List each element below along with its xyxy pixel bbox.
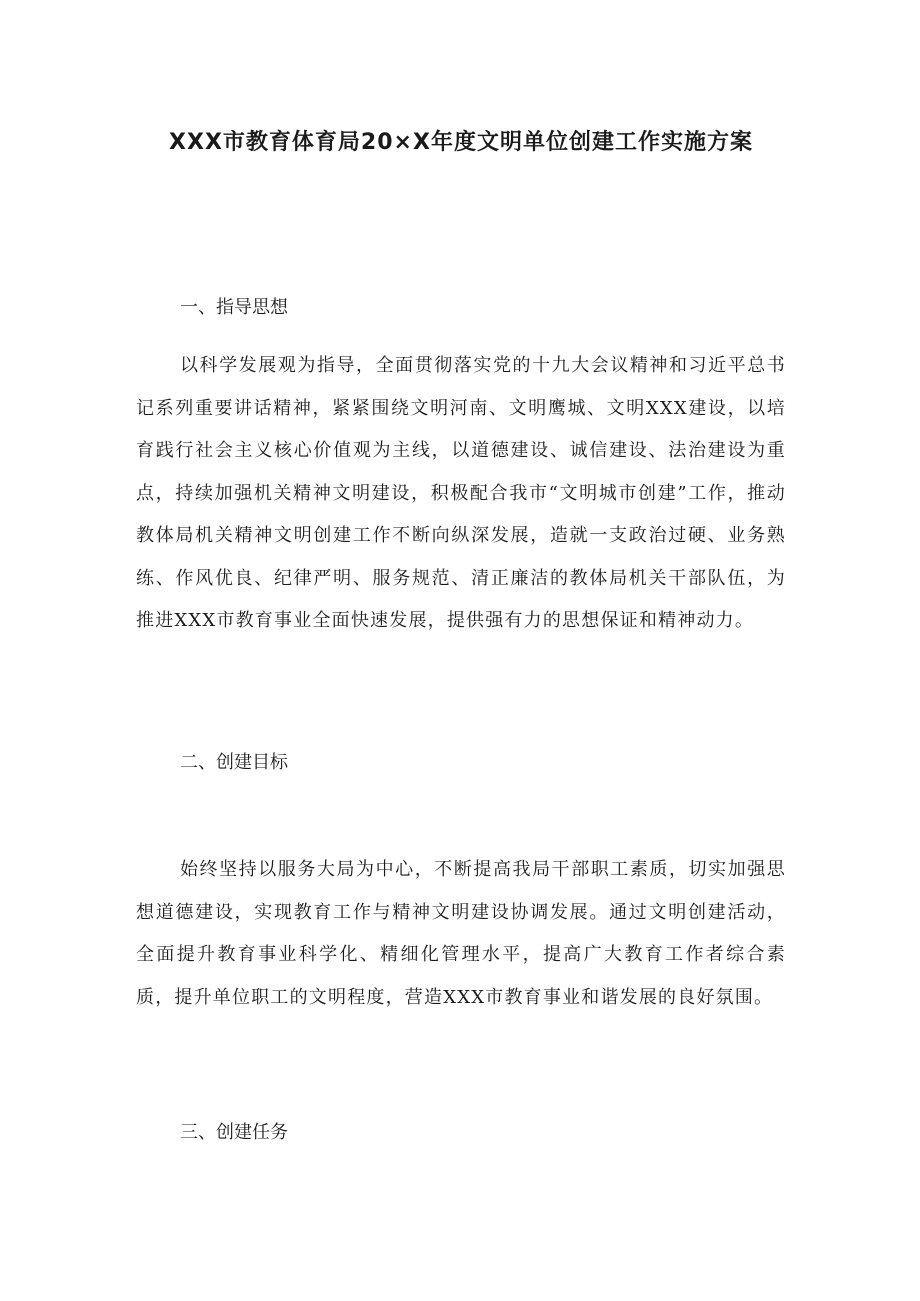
document-title: XXX市教育体育局20×X年度文明单位创建工作实施方案 — [169, 130, 753, 155]
section-heading-tasks: 三、创建任务 — [180, 1122, 288, 1143]
section-paragraph-guiding-ideology: 以科学发展观为指导，全面贯彻落实党的十九大会议精神和习近平总书记系列重要讲话精神，紧紧围绕文明河南、文明鹰城、文明XXX建设，以培育践行社会主义核心价值观为主线，以道德建设、诚信建设、法治建设为重点，持续加强机关精神文明建设，积极配合我市“文明城市创建”工作，推动教体局机关精神文明创建工作不断向纵深发展，造就一支政治过硬、业务熟练、作风优良、纪律严明、服务规范、清正廉洁的教体局机关干部队伍，为推进XXX市教育事业全面快速发展，提供强有力的思想保证和精神动力。 — [136, 355, 786, 631]
section-paragraph-goals: 始终坚持以服务大局为中心，不断提高我局干部职工素质，切实加强思想道德建设，实现教育工作与精神文明建设协调发展。通过文明创建活动，全面提升教育事业科学化、精细化管理水平，提高广大教育工作者综合素质，提升单位职工的文明程度，营造XXX市教育事业和谐发展的良好氛围。 — [136, 859, 786, 1008]
section-heading-goals: 二、创建目标 — [180, 752, 288, 773]
section-heading-guiding-ideology: 一、指导思想 — [180, 297, 288, 318]
